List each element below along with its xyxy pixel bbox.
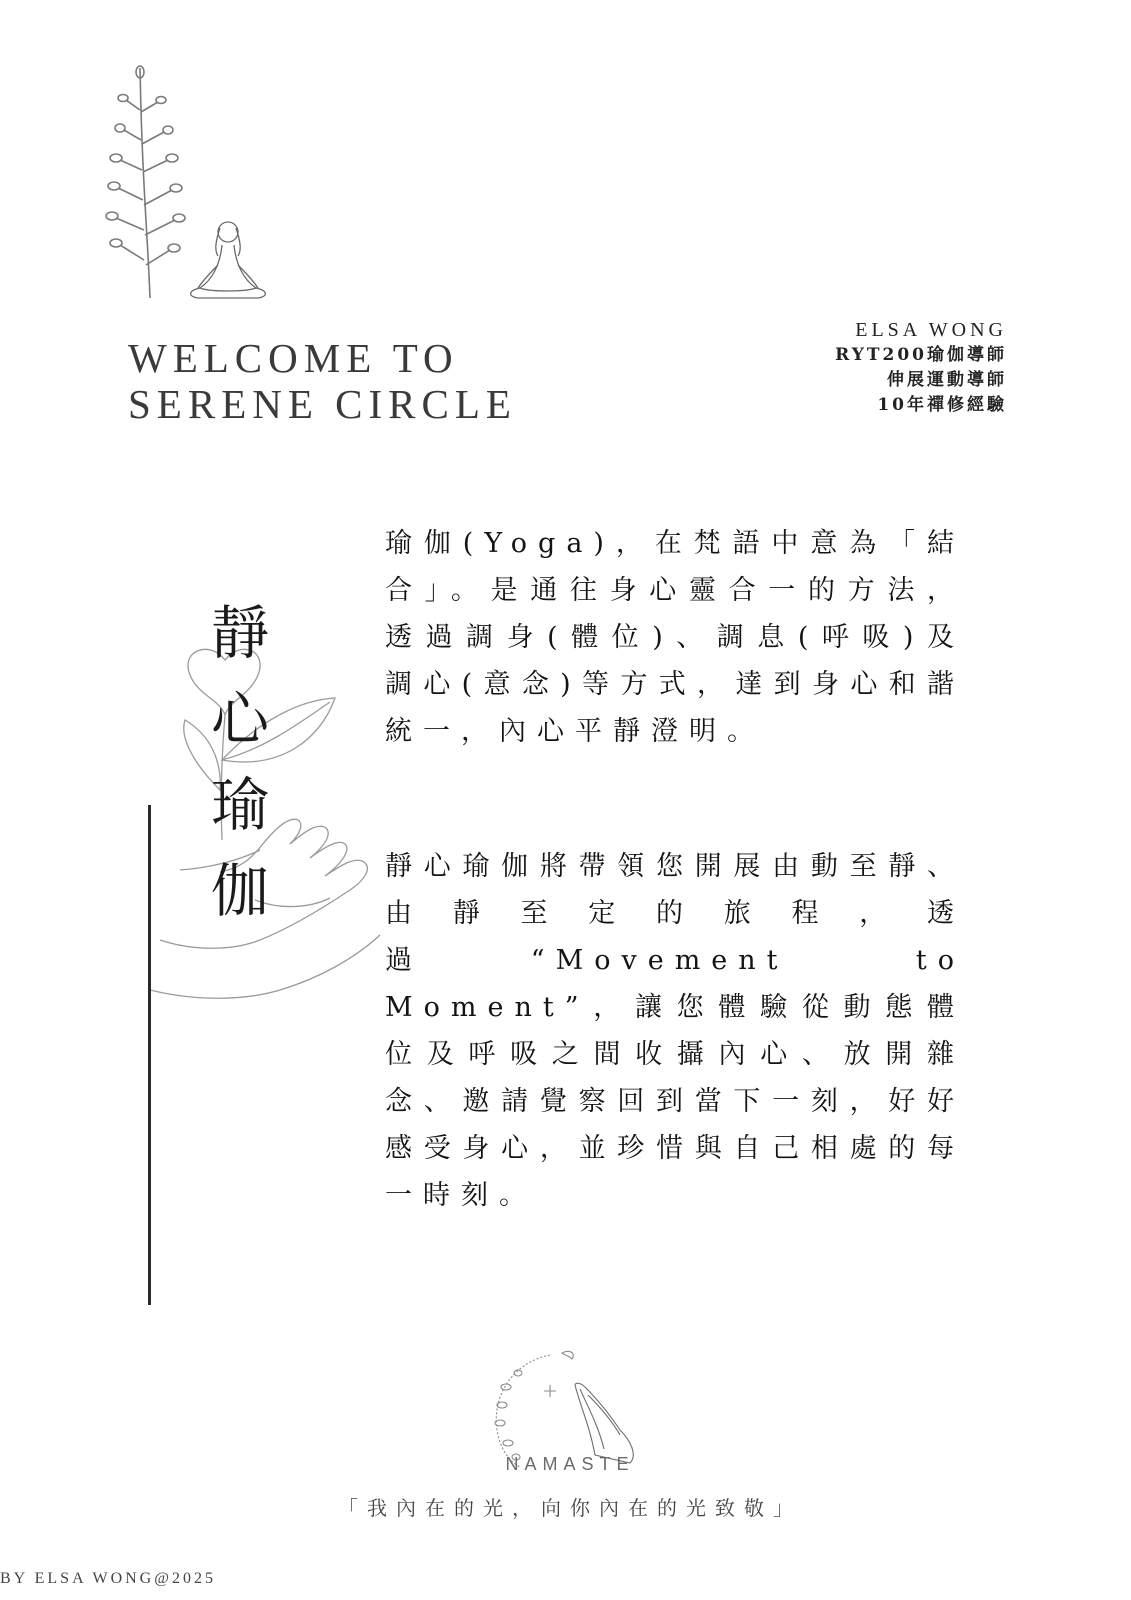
wreath-leaves-icon [495, 1370, 522, 1460]
title-line-1: WELCOME TO [128, 335, 459, 381]
body-paragraph-1: 瑜伽(Yoga)，在梵語中意為「結合」。是通往身心靈合一的方法，透過調身(體位)、調息(呼吸)及調心(意念)等方式，達到身心和諧統一，內心平靜澄明。 [385, 528, 965, 747]
namaste-emblem-icon [480, 1345, 660, 1470]
instructor-name: ELSA WONG [855, 319, 1007, 341]
botanical-meditation-illustration [80, 60, 280, 310]
title-line-2: SERENE CIRCLE [128, 381, 517, 427]
vertical-heading [200, 590, 280, 934]
sparkle-icon [544, 1385, 556, 1397]
instructor-credentials [835, 318, 1007, 418]
hand-holding-plant-illustration [150, 640, 410, 1040]
page-title [128, 335, 558, 427]
namaste-label: NAMASTE [505, 1454, 635, 1474]
vertical-heading-char: 瑜 [210, 771, 269, 839]
vertical-divider [148, 805, 151, 1305]
credential-line: RYT200瑜伽導師 [835, 345, 1007, 365]
footer-byline: BY ELSA WONG@2025 [0, 1570, 216, 1587]
meditating-figure-icon [191, 222, 266, 298]
body-paragraph-2: 靜心瑜伽將帶領您開展由動至靜、由靜至定的旅程，透過“Movement to Moment”，讓您體驗從動態體位及呼吸之間收攝內心、放開雜念、邀請覺察回到當下一刻，好好感受身心，並珍惜與自己相處的每一時刻。 [385, 851, 965, 1211]
crescent-moon-icon [562, 1351, 573, 1359]
namaste-quote: 「我內在的光，向你內在的光致敬」 [338, 1496, 802, 1520]
vertical-heading-char: 心 [210, 685, 269, 753]
vertical-heading-char: 靜 [210, 599, 269, 667]
praying-hands-icon [575, 1383, 633, 1463]
sprig-leaves-icon [106, 66, 185, 265]
credential-line: 伸展運動導師 [887, 370, 1007, 390]
credential-line: 10年禪修經驗 [877, 395, 1007, 415]
vertical-heading-char: 伽 [210, 857, 269, 925]
